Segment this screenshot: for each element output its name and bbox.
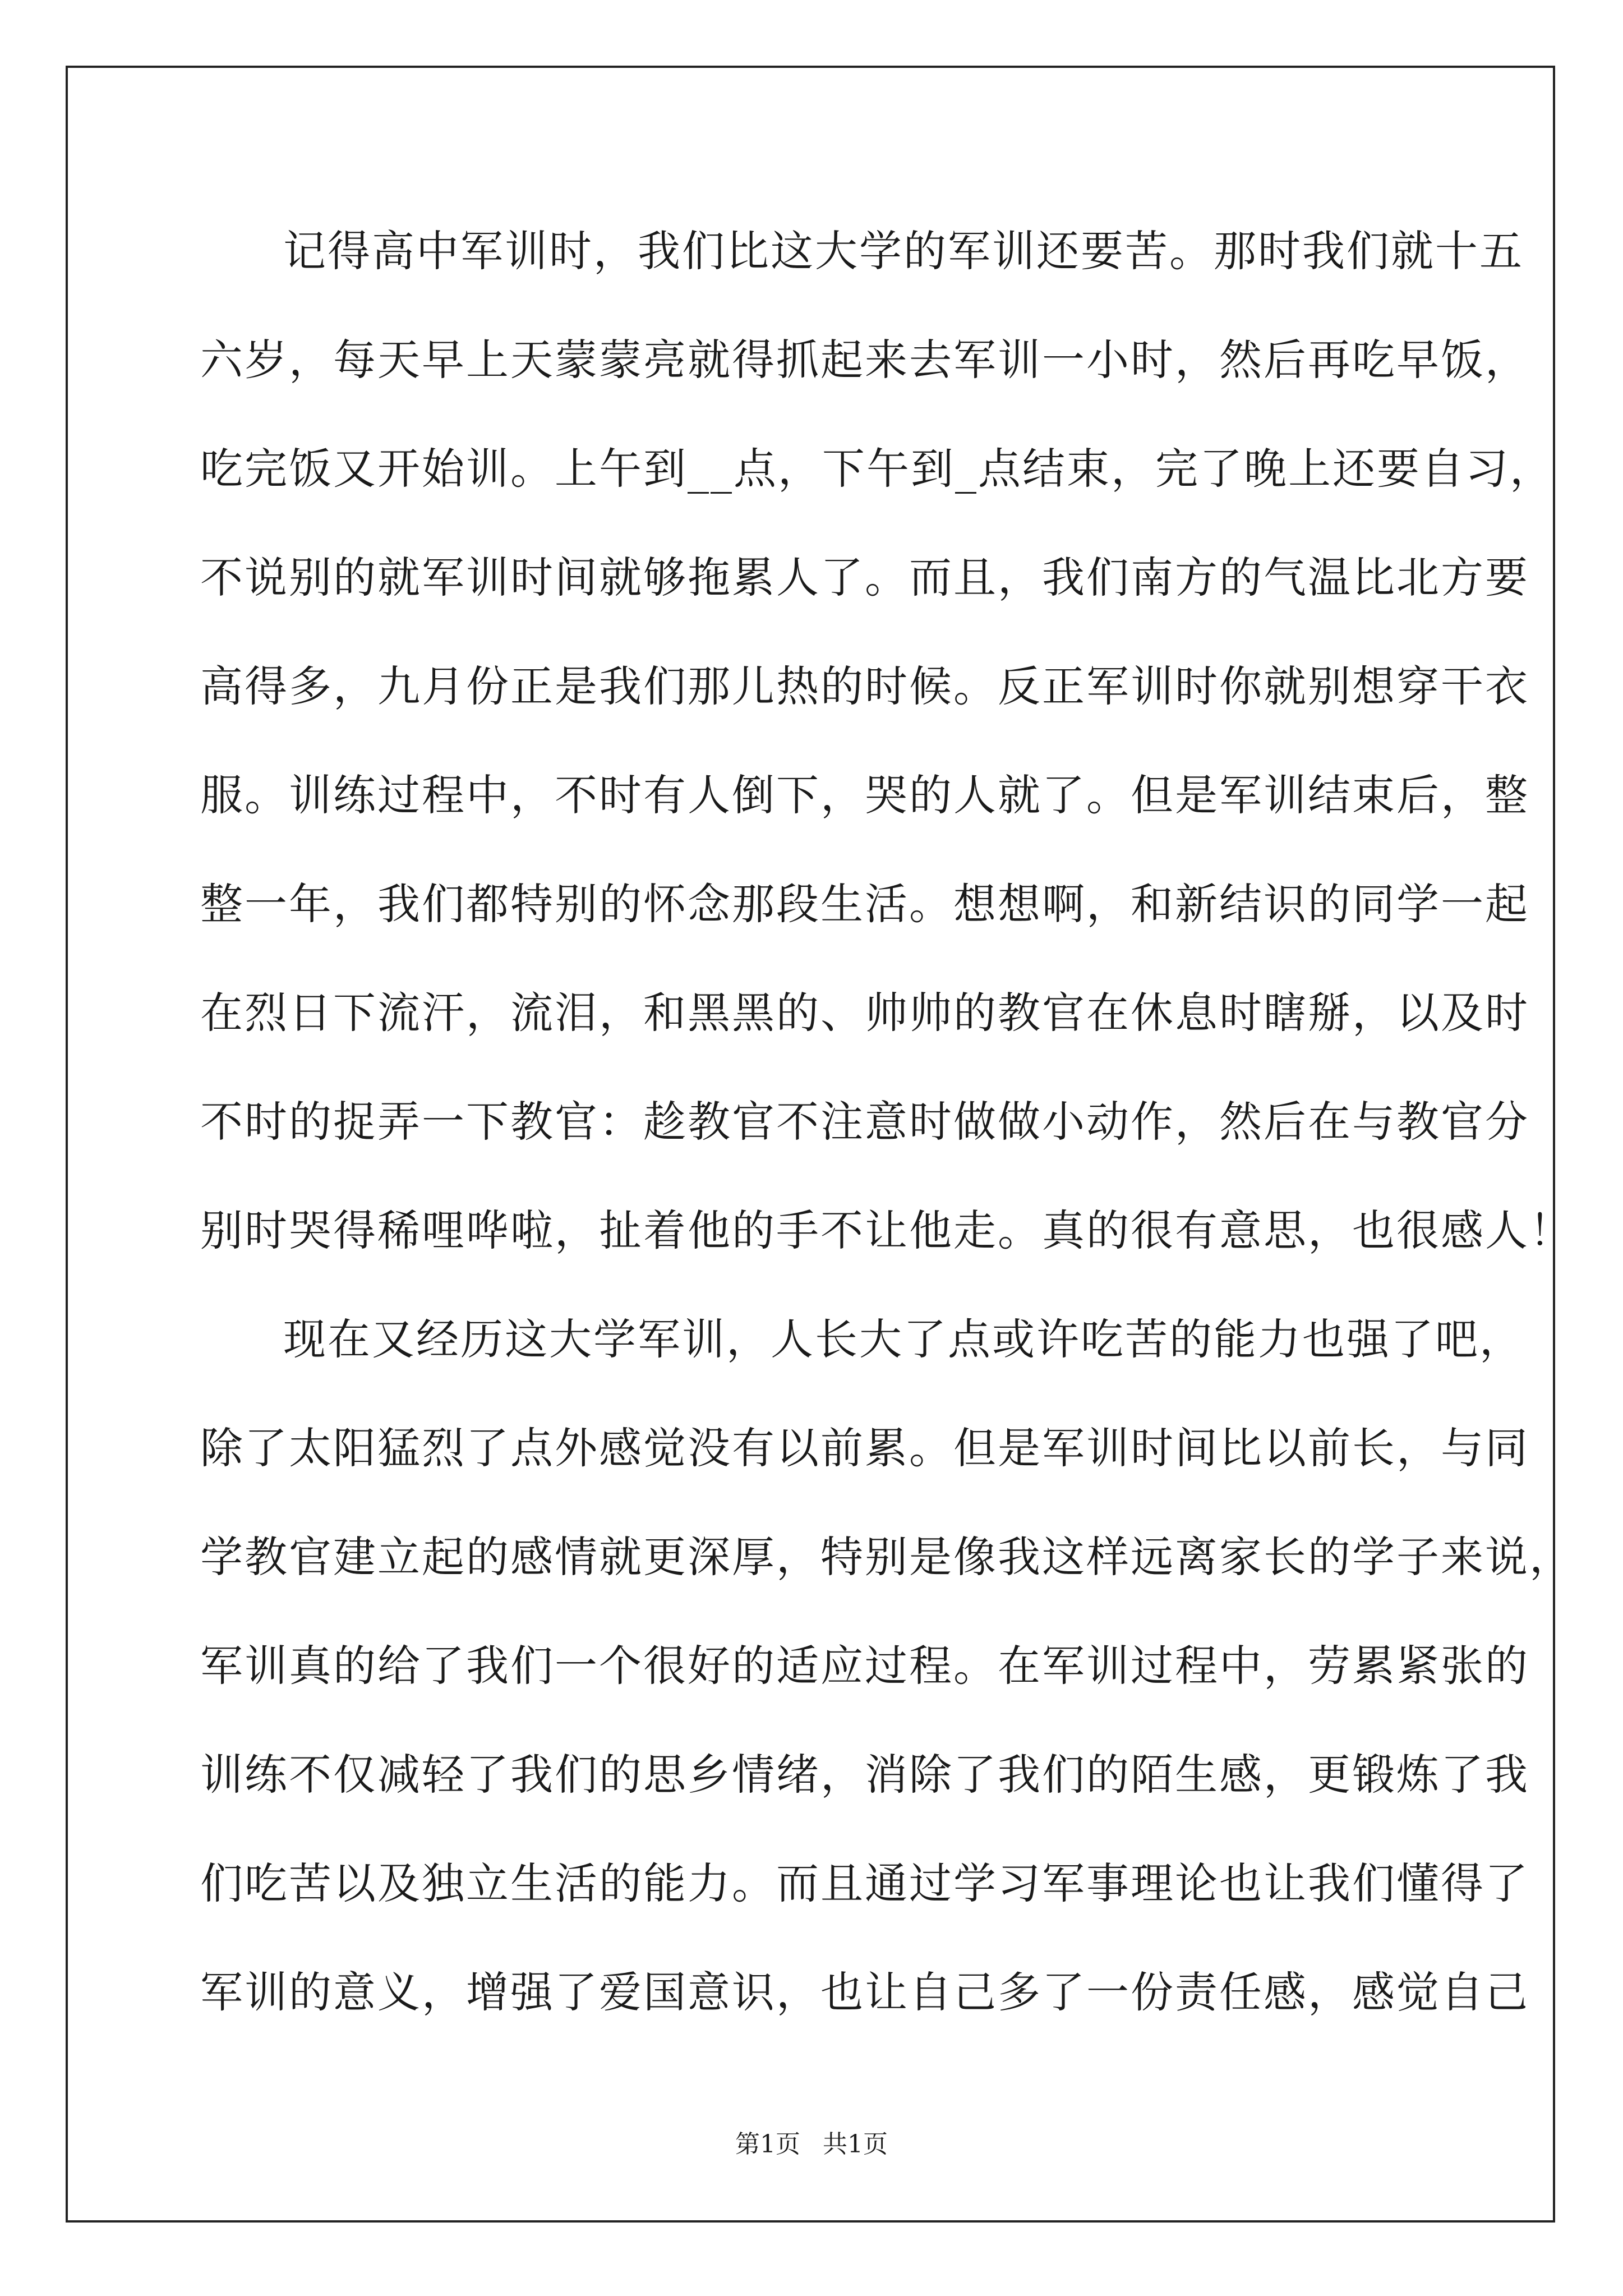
paragraph-2-line-5: 训练不仅减轻了我们的思乡情绪，消除了我们的陌生感，更锻炼了我 (200, 1750, 1529, 1800)
paragraph-1-line-3: 吃完饭又开始训。上午到__点，下午到_点结束，完了晚上还要自习， (200, 444, 1554, 494)
paragraph-1-line-9: 不时的捉弄一下教官：趁教官不注意时做做小动作，然后在与教官分 (200, 1097, 1529, 1147)
paragraph-1-line-4: 不说别的就军训时间就够拖累人了。而且，我们南方的气温比北方要 (200, 553, 1529, 602)
document-body (200, 212, 1574, 2062)
paragraph-2-line-1: 现在又经历这大学军训，人长大了点或许吃苦的能力也强了吧， (283, 1314, 1524, 1364)
page-total: 共1页 (823, 2130, 888, 2159)
paragraph-1-line-1: 记得高中军训时，我们比这大学的军训还要苦。那时我们就十五 (283, 226, 1524, 276)
page-number: 第1页 (735, 2130, 800, 2159)
paragraph-1-line-8: 在烈日下流汗，流泪，和黑黑的、帅帅的教官在休息时瞎掰，以及时 (200, 988, 1529, 1038)
paragraph-2-line-6: 们吃苦以及独立生活的能力。而且通过学习军事理论也让我们懂得了 (200, 1858, 1529, 1908)
paragraph-1-line-7: 整一年，我们都特别的怀念那段生活。想想啊，和新结识的同学一起 (200, 879, 1529, 929)
paragraph-1-line-2: 六岁，每天早上天蒙蒙亮就得抓起来去军训一小时，然后再吃早饭， (200, 335, 1529, 385)
paragraph-2-line-7: 军训的意义，增强了爱国意识，也让自己多了一份责任感，感觉自己 (200, 1967, 1529, 2017)
paragraph-1-line-5: 高得多，九月份正是我们那儿热的时候。反正军训时你就别想穿干衣 (200, 661, 1529, 711)
paragraph-1-line-10: 别时哭得稀哩哗啦，扯着他的手不让他走。真的很有意思，也很感人！ (200, 1205, 1574, 1255)
paragraph-2-line-2: 除了太阳猛烈了点外感觉没有以前累。但是军训时间比以前长，与同 (200, 1423, 1529, 1473)
page-footer (0, 2128, 1623, 2161)
paragraph-2-line-3: 学教官建立起的感情就更深厚，特别是像我这样远离家长的学子来说， (200, 1532, 1574, 1582)
paragraph-1-line-6: 服。训练过程中，不时有人倒下，哭的人就了。但是军训结束后，整 (200, 770, 1529, 820)
paragraph-2-line-4: 军训真的给了我们一个很好的适应过程。在军训过程中，劳累紧张的 (200, 1641, 1529, 1691)
